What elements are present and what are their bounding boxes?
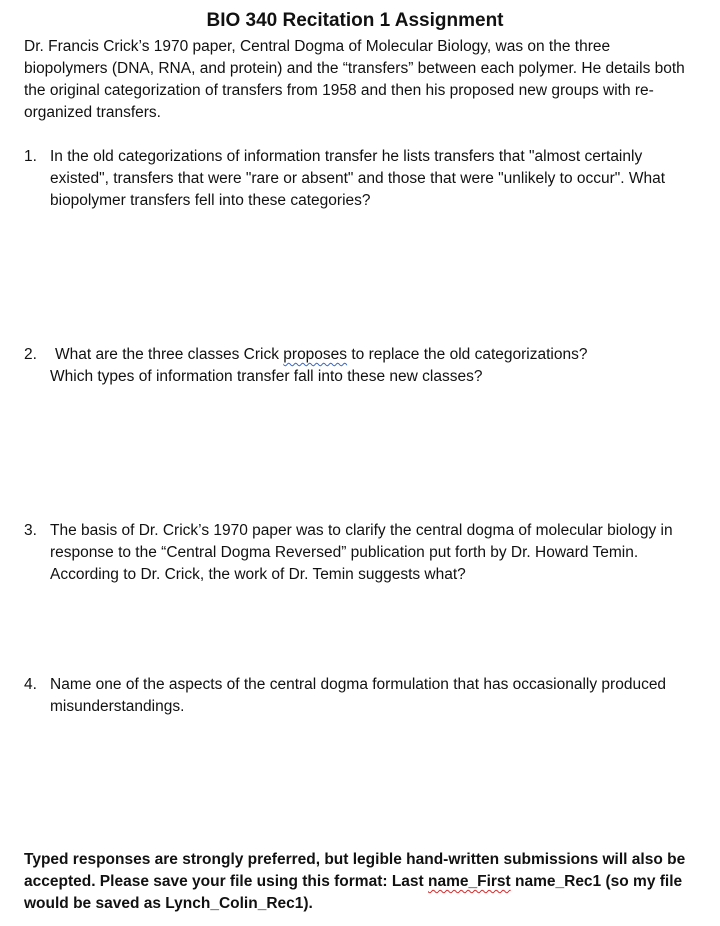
question-1	[24, 146, 696, 212]
question-text-before: What are the three classes Crick	[55, 346, 284, 363]
question-text: In the old categorizations of information transfer he lists transfers that "almost certainly existed", transfers that were "rare or absent" and those that were "unlikely to occur". What biopolymer transfers fell into these categories?	[50, 148, 666, 209]
spelling-flagged-text[interactable]: name_First	[428, 873, 511, 890]
question-text: The basis of Dr. Crick’s 1970 paper was to clarify the central dogma of molecular biology in response to the “Central Dogma Reversed” publication put forth by Dr. Howard Temin. According to Dr. Crick, the work of Dr. Temin suggests what?	[50, 522, 673, 583]
submission-instructions	[24, 849, 698, 915]
question-line-1	[50, 344, 696, 366]
question-3	[24, 520, 696, 586]
question-text: Name one of the aspects of the central dogma formulation that has occasionally produced misunderstandings.	[50, 676, 667, 715]
footer-text-before: Typed responses are strongly preferred, but legible hand-written submissions will also be accepted. Please save your file using this format: Last	[24, 851, 686, 890]
question-line-2: Which types of information transfer fall into these new classes?	[50, 368, 483, 385]
footer-text-after: name_Rec1 (so my file would be saved as Lynch_Colin_Rec1).	[24, 873, 683, 912]
page-title: BIO 340 Recitation 1 Assignment	[206, 10, 504, 31]
intro-paragraph: Dr. Francis Crick’s 1970 paper, Central Dogma of Molecular Biology, was on the three biopolymers (DNA, RNA, and protein) and the “transfers” between each polymer. He details both the original categorization of transfers from 1958 and then his proposed new groups with re-organized transfers.	[24, 38, 685, 121]
question-2	[24, 344, 696, 388]
grammar-flagged-word[interactable]: proposes	[283, 346, 348, 363]
question-number: 4.	[24, 676, 37, 693]
question-number: 3.	[24, 522, 37, 539]
question-4	[24, 674, 696, 718]
question-text	[50, 344, 696, 388]
question-number: 2.	[24, 346, 37, 363]
question-text-after: to replace the old categorizations?	[347, 346, 588, 363]
question-number: 1.	[24, 148, 37, 165]
